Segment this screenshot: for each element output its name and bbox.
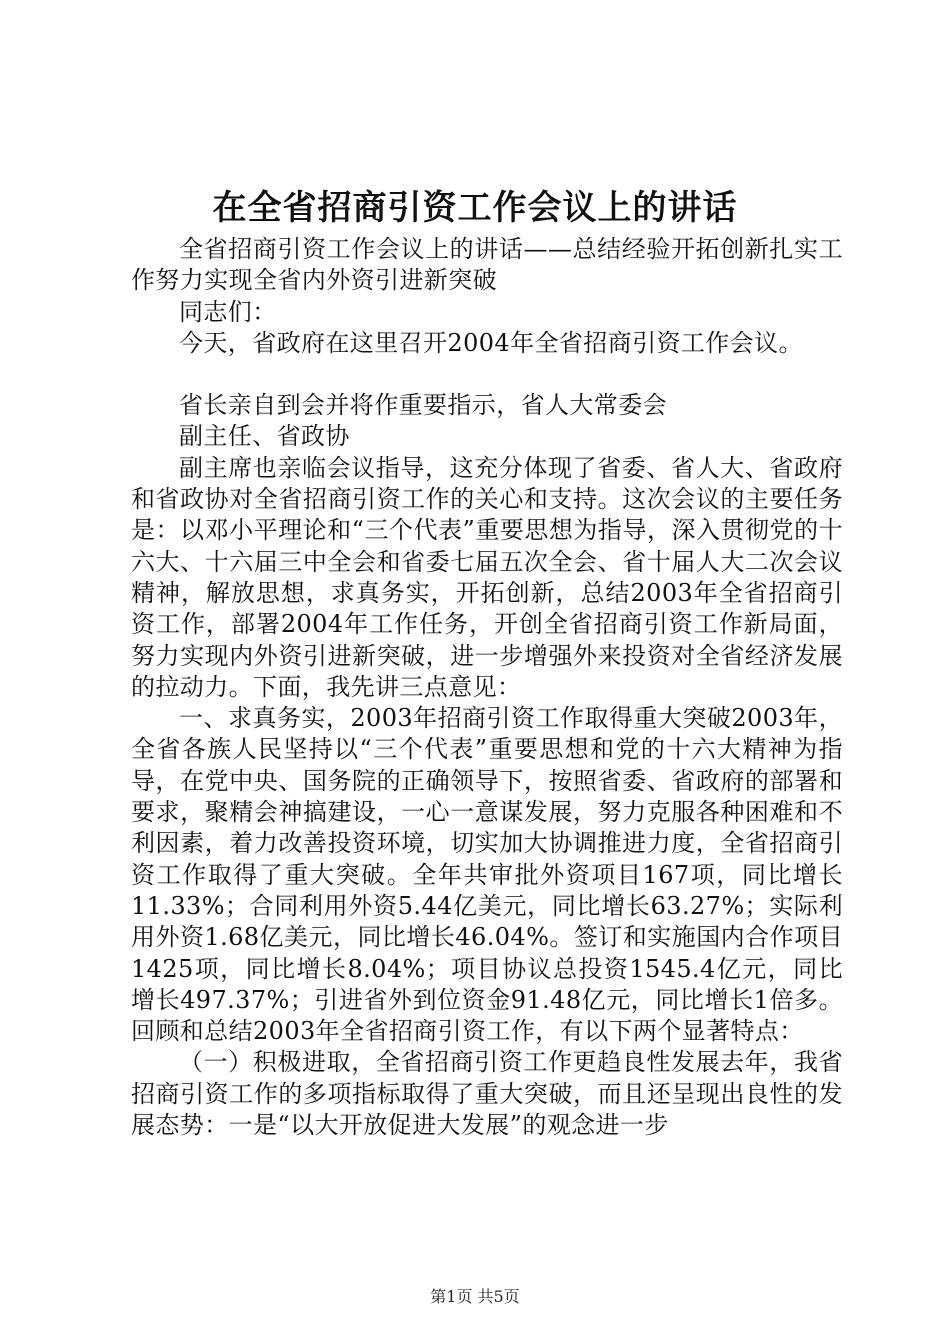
paragraph-meeting-tasks: 副主席也亲临会议指导，这充分体现了省委、省人大、省政府和省政协对全省招商引资工作的关心和支持。这次会议的主要任务是：以邓小平理论和“三个代表”重要思想为指导，深入贯彻党的十六大、十六届三中全会和省委七届五次全会、省十届人大二次会议精神，解放思想，求真务实，开拓创新，总结2003年全省招商引资工作，部署2004年工作任务，开创全省招商引资工作新局面，努力实现内外资引进新突破，进一步增强外来投资对全省经济发展的拉动力。下面，我先讲三点意见： — [131, 453, 843, 701]
paragraph-salutation: 同志们： — [179, 297, 277, 326]
page-title: 在全省招商引资工作会议上的讲话 — [212, 188, 738, 228]
paragraph-opening: 今天，省政府在这里召开2004年全省招商引资工作会议。 — [179, 328, 803, 357]
document-body — [131, 234, 843, 1141]
paragraph-governor: 省长亲自到会并将作重要指示，省人大常委会 — [179, 391, 667, 420]
paragraph-subsection-one: （一）积极进取，全省招商引资工作更趋良性发展去年，我省招商引资工作的多项指标取得了重大突破，而且还呈现出良性的发展态势：一是“以大开放促进大发展”的观念进一步 — [131, 1048, 843, 1140]
paragraph-section-one: 一、求真务实，2003年招商引资工作取得重大突破2003年，全省各族人民坚持以“三个代表”重要思想和党的十六大精神为指导，在党中央、国务院的正确领导下，按照省委、省政府的部署和要求，聚精会神搞建设，一心一意谋发展，努力克服各种困难和不利因素，着力改善投资环境，切实加大协调推进力度，全省招商引资工作取得了重大突破。全年共审批外资项目167项，同比增长11.33%；合同利用外资5.44亿美元，同比增长63.27%；实际利用外资1.68亿美元，同比增长46.04%。签订和实施国内合作项目1425项，同比增长8.04%；项目协议总投资1545.4亿元，同比增长497.37%；引进省外到位资金91.48亿元，同比增长1倍多。回顾和总结2003年全省招商引资工作，有以下两个显著特点： — [131, 704, 843, 1046]
paragraph-vice-director: 副主任、省政协 — [179, 422, 350, 451]
page-number-footer: 第1页 共5页 — [430, 1287, 520, 1306]
paragraph-subtitle: 全省招商引资工作会议上的讲话——总结经验开拓创新扎实工作努力实现全省内外资引进新突破 — [131, 235, 843, 295]
